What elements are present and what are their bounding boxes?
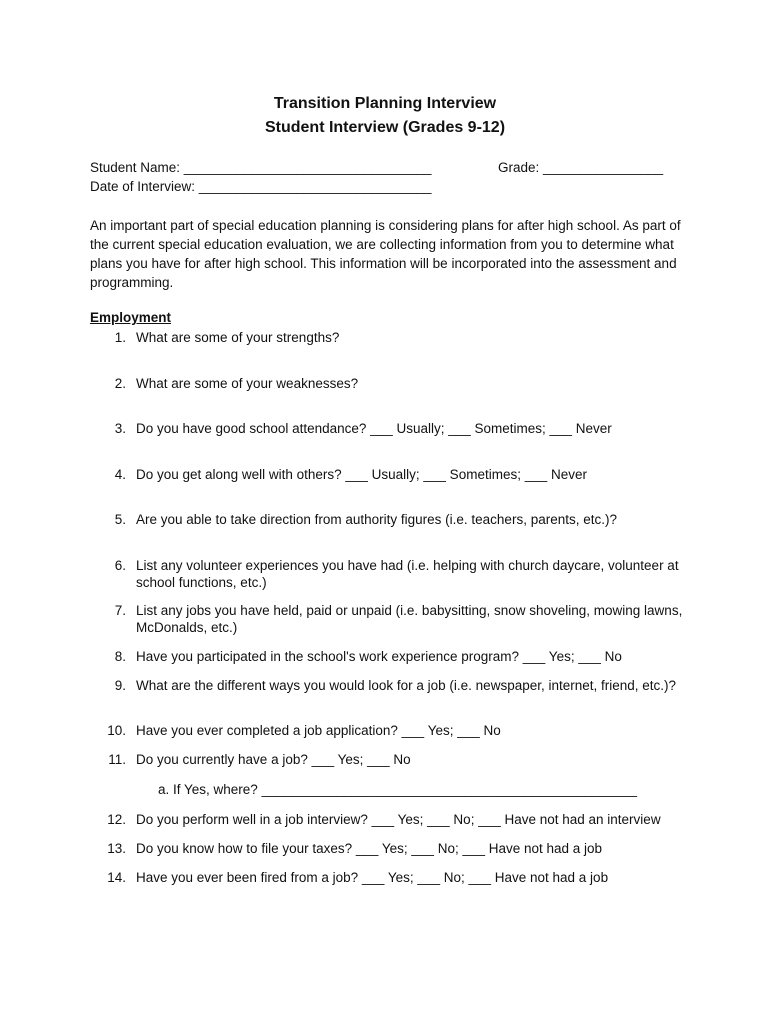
- question-number: 3.: [114, 421, 126, 436]
- page-title: Transition Planning Interview: [273, 95, 497, 112]
- question-text: What are the different ways you would look for a job (i.e. newspaper, internet, friend, etc.)?: [136, 678, 677, 693]
- question-text: List any volunteer experiences you have had (i.e. helping with church daycare, volunteer at school functions, etc.): [136, 558, 679, 590]
- question-text: Have you participated in the school's work experience program? ___ Yes; ___ No: [136, 649, 622, 664]
- question-text: Have you ever been fired from a job? ___ Yes; ___ No; ___ Have not had a job: [136, 870, 609, 885]
- question-number: 8.: [114, 649, 126, 664]
- intro-paragraph: An important part of special education planning is considering plans for after high school. As part of the current special education evaluation, we are collecting information from you to determine what plans you have for after high school. This information will be incorporated into the assessment and programming.: [90, 218, 681, 290]
- section-heading-employment: Employment: [90, 310, 172, 325]
- question-number: 13.: [107, 841, 126, 856]
- question-number: 12.: [107, 812, 126, 827]
- question-text: Do you get along well with others? ___ Usually; ___ Sometimes; ___ Never: [136, 467, 587, 482]
- question-number: 4.: [114, 467, 126, 482]
- question-text: What are some of your strengths?: [136, 330, 340, 345]
- question-number: 1.: [114, 330, 126, 345]
- question-text: Do you currently have a job? ___ Yes; ___ No: [136, 752, 411, 767]
- question-number: 7.: [114, 603, 126, 618]
- date-of-interview-field: Date of Interview: _______________________________: [90, 179, 432, 194]
- question-text: Have you ever completed a job application? ___ Yes; ___ No: [136, 723, 501, 738]
- student-name-field: Student Name: _________________________________: [90, 160, 432, 175]
- question-text: Do you have good school attendance? ___ Usually; ___ Sometimes; ___ Never: [136, 421, 612, 436]
- question-text: Are you able to take direction from authority figures (i.e. teachers, parents, etc.)?: [136, 512, 617, 527]
- question-number: 6.: [114, 558, 126, 573]
- question-number: 10.: [107, 723, 126, 738]
- question-text: List any jobs you have held, paid or unpaid (i.e. babysitting, snow shoveling, mowing lawns, McDonalds, etc.): [136, 603, 683, 635]
- question-text: Do you know how to file your taxes? ___ Yes; ___ No; ___ Have not had a job: [136, 841, 603, 856]
- question-number: 5.: [114, 512, 126, 527]
- question-text: Do you perform well in a job interview? ___ Yes; ___ No; ___ Have not had an interview: [136, 812, 661, 827]
- question-number: 2.: [114, 376, 126, 391]
- question-number: 9.: [114, 678, 126, 693]
- question-number: 14.: [107, 870, 126, 885]
- page-subtitle: Student Interview (Grades 9-12): [264, 119, 506, 136]
- question-text: What are some of your weaknesses?: [136, 376, 359, 391]
- grade-field: Grade: ________________: [498, 160, 664, 175]
- sub-question-11a: a. If Yes, where? __________________________________________________: [158, 782, 637, 797]
- question-number: 11.: [108, 752, 126, 767]
